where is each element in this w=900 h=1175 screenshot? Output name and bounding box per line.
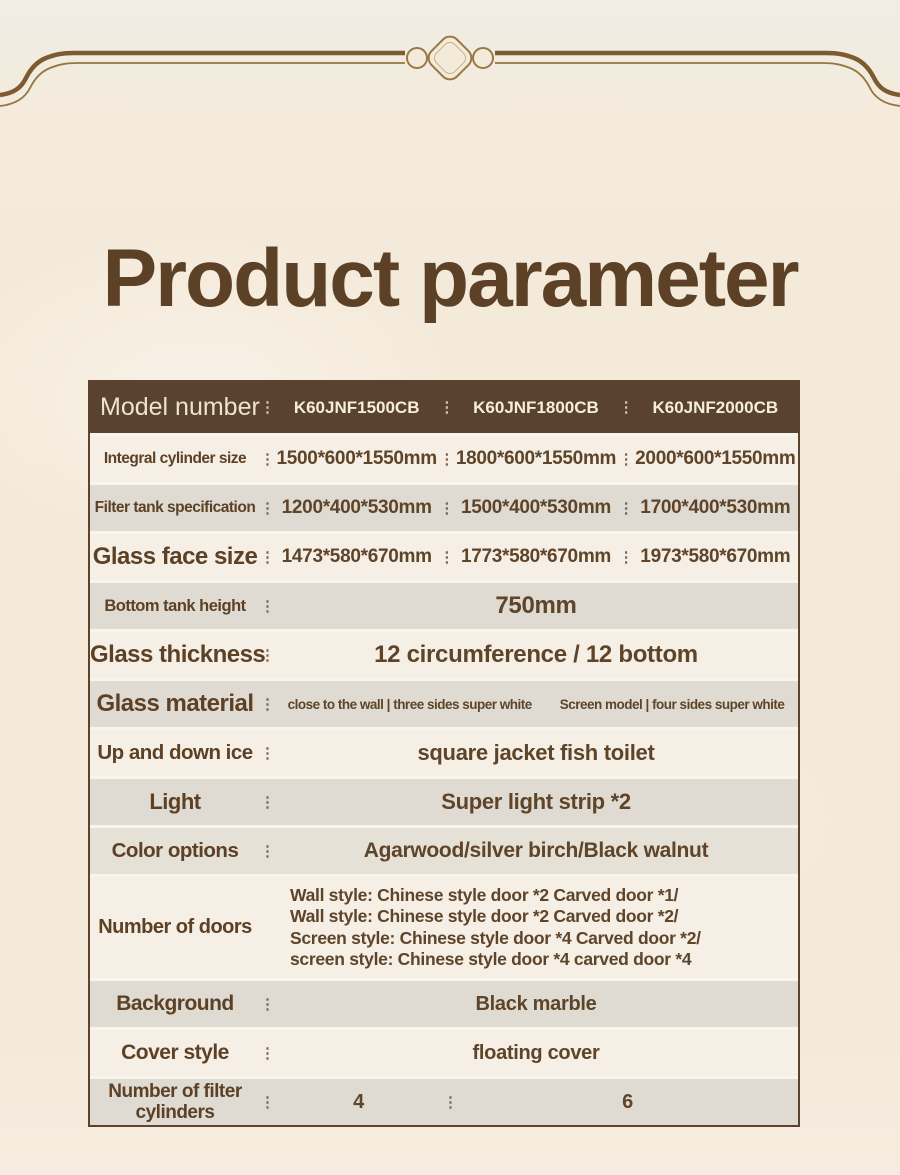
colon-icon <box>260 844 274 859</box>
model-name: K60JNF2000CB <box>652 397 779 417</box>
spec-value: 1700*400*530mm <box>640 497 791 518</box>
dots-divider-icon <box>619 400 633 415</box>
colon-icon <box>260 452 274 467</box>
decorative-frame <box>0 0 900 132</box>
row-label: Glass thickness <box>90 641 266 669</box>
colon-icon <box>260 1046 274 1061</box>
spec-value: 1973*580*670mm <box>640 546 791 567</box>
header-label: Model number <box>100 393 260 422</box>
spec-value: 1800*600*1550mm <box>455 448 617 469</box>
frame-line <box>495 63 900 106</box>
spec-value: Super light strip *2 <box>441 789 631 814</box>
spec-row-light <box>90 776 798 825</box>
frame-line <box>495 53 900 95</box>
spec-value: Screen model | four sides super white <box>559 696 785 712</box>
spec-value: Agarwood/silver birch/Black walnut <box>363 839 709 862</box>
dots-divider-icon <box>443 1095 457 1110</box>
row-label: Bottom tank height <box>104 596 246 615</box>
dots-divider-icon <box>439 550 453 565</box>
page-title: Product parameter <box>102 232 798 324</box>
row-label: Filter tank specification <box>94 499 256 517</box>
spec-row-glass-face-size <box>90 531 798 580</box>
model-name: K60JNF1800CB <box>473 397 599 417</box>
row-label: Background <box>116 992 234 1016</box>
colon-icon <box>260 599 274 614</box>
row-label: Number of filter cylinders <box>108 1080 242 1124</box>
doors-config-line: Wall style: Chinese style door *2 Carved door *1/ <box>290 885 679 905</box>
colon-icon <box>260 501 274 516</box>
frame-line <box>0 63 405 106</box>
colon-icon <box>260 697 274 712</box>
table-header-row <box>90 382 798 433</box>
spec-row-filter-tank-specification <box>90 482 798 531</box>
spec-value: 1500*600*1550mm <box>276 448 437 469</box>
spec-value: square jacket fish toilet <box>417 740 655 765</box>
spec-value: 1773*580*670mm <box>460 546 612 567</box>
frame-ornament-diamond-icon <box>425 33 476 84</box>
spec-value: 1500*400*530mm <box>460 497 612 518</box>
row-label: Cover style <box>121 1041 229 1065</box>
frame-ornament-circle-icon <box>407 48 427 68</box>
spec-row-integral-cylinder-size <box>90 433 798 482</box>
spec-row-up-and-down-ice <box>90 727 798 776</box>
colon-icon <box>260 1095 274 1110</box>
doors-config-list <box>274 877 798 978</box>
dots-divider-icon <box>439 452 453 467</box>
product-parameter-table <box>88 380 800 1127</box>
spec-value: close to the wall | three sides super white <box>287 696 532 712</box>
model-name: K60JNF1500CB <box>293 397 420 417</box>
colon-icon <box>260 795 274 810</box>
spec-row-glass-thickness <box>90 629 798 678</box>
colon-icon <box>260 400 274 415</box>
dots-divider-icon <box>439 501 453 516</box>
row-label: Number of doors <box>98 916 252 939</box>
dots-divider-icon <box>619 550 633 565</box>
colon-icon <box>260 746 274 761</box>
row-label: Glass material <box>96 690 254 718</box>
spec-value: 6 <box>622 1090 633 1113</box>
colon-icon <box>260 648 274 663</box>
colon-icon <box>260 550 274 565</box>
doors-config-line: Wall style: Chinese style door *2 Carved door *2/ <box>290 906 679 927</box>
row-label: Up and down ice <box>97 741 253 765</box>
spec-row-color-options <box>90 825 798 874</box>
row-label: Integral cylinder size <box>103 450 247 468</box>
spec-value: floating cover <box>472 1041 600 1064</box>
spec-value: 1473*580*670mm <box>281 546 432 567</box>
frame-line <box>0 53 405 95</box>
spec-value: 4 <box>353 1090 364 1113</box>
spec-row-glass-material <box>90 678 798 727</box>
spec-row-cover-style <box>90 1027 798 1076</box>
spec-row-number-of-doors <box>90 874 798 978</box>
spec-value: Black marble <box>475 992 597 1015</box>
row-label: Color options <box>111 839 239 863</box>
row-label: Glass face size <box>92 543 258 571</box>
frame-ornament-circle-icon <box>473 48 493 68</box>
spec-row-background <box>90 978 798 1027</box>
spec-value: 12 circumference / 12 bottom <box>374 641 698 668</box>
doors-config-line: screen style: Chinese style door *4 carved door *4 <box>290 949 692 970</box>
row-label: Light <box>149 789 201 815</box>
spec-value: 750mm <box>495 592 577 619</box>
dots-divider-icon <box>439 400 453 415</box>
colon-icon <box>260 997 274 1012</box>
dots-divider-icon <box>619 452 633 467</box>
doors-config-line: Screen style: Chinese style door *4 Carved door *2/ <box>290 927 701 948</box>
spec-row-bottom-tank-height <box>90 580 798 629</box>
spec-value: 2000*600*1550mm <box>635 448 796 469</box>
spec-value: 1200*400*530mm <box>281 497 432 518</box>
spec-row-number-of-filter-cylinders <box>90 1076 798 1125</box>
dots-divider-icon <box>619 501 633 516</box>
